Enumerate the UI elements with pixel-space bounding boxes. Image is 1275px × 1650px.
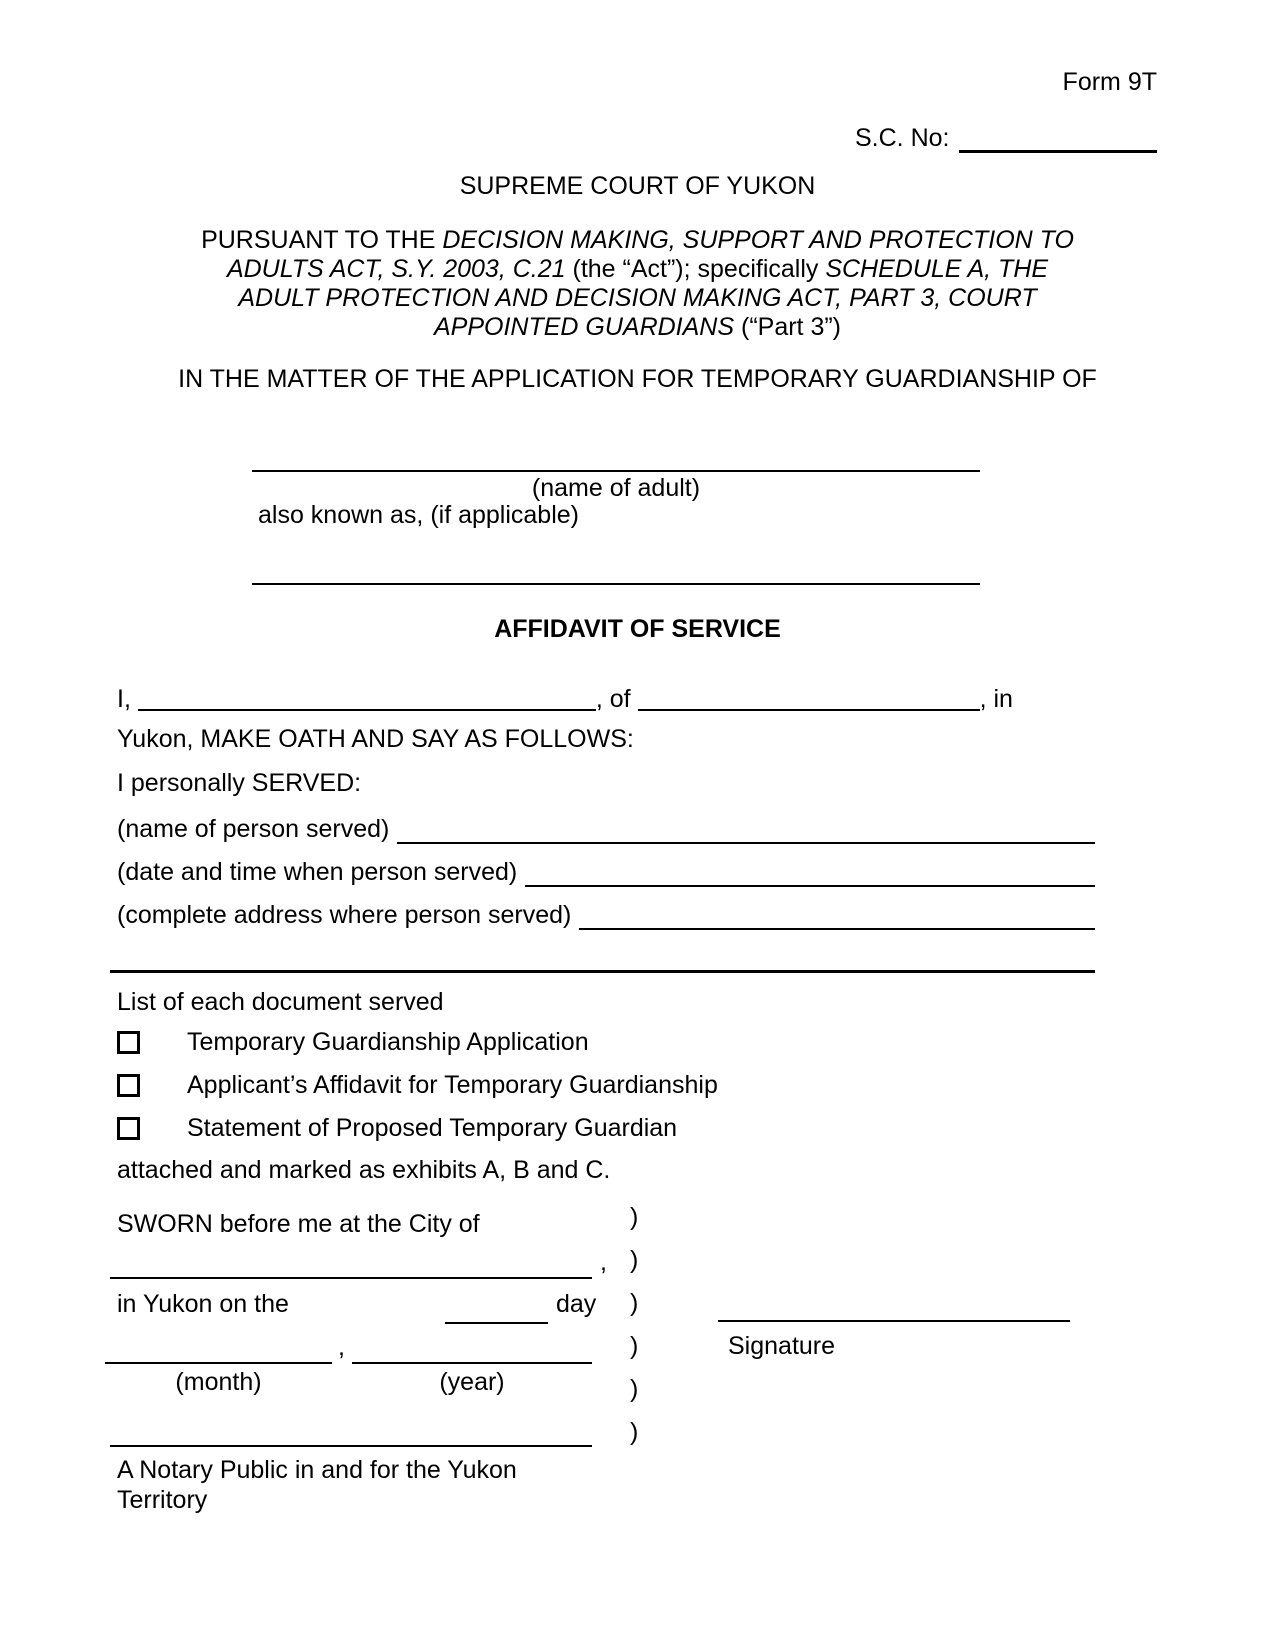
oath-in-suffix: , in <box>979 685 1013 713</box>
deponent-place-blank-field[interactable] <box>638 687 980 711</box>
date-time-served-label: (date and time when person served) <box>117 858 518 886</box>
oath-i-prefix: I, <box>117 685 131 713</box>
exhibits-footer-line: attached and marked as exhibits A, B and C. <box>117 1156 611 1184</box>
oath-opening-row <box>117 685 1013 714</box>
month-blank-line[interactable] <box>105 1362 332 1364</box>
in-the-matter-heading: IN THE MATTER OF THE APPLICATION FOR TEMPORARY GUARDIANSHIP OF <box>178 365 1097 393</box>
document-item-label-1: Temporary Guardianship Application <box>187 1028 589 1056</box>
jurat-paren-4: ) <box>630 1332 639 1360</box>
notary-signature-blank-line[interactable] <box>110 1445 592 1447</box>
date-time-served-field-row <box>117 858 1095 887</box>
affidavit-title: AFFIDAVIT OF SERVICE <box>494 615 781 643</box>
pursuant-line-3 <box>0 284 1275 313</box>
year-caption: (year) <box>439 1368 505 1396</box>
signature-caption: Signature <box>728 1332 836 1360</box>
aka-blank-line[interactable] <box>252 583 980 585</box>
pursuant-l2-italic1: ADULTS ACT, S.Y. 2003, C.21 <box>226 255 566 283</box>
oath-line-2: Yukon, MAKE OATH AND SAY AS FOLLOWS: <box>117 725 634 753</box>
document-item-row-3 <box>117 1114 677 1143</box>
jurat-paren-5: ) <box>630 1375 639 1403</box>
document-item-label-3: Statement of Proposed Temporary Guardian <box>187 1114 678 1142</box>
month-caption: (month) <box>175 1368 262 1396</box>
adult-name-caption: (name of adult) <box>531 474 701 502</box>
address-served-label: (complete address where person served) <box>117 901 572 929</box>
document-item-row-2 <box>117 1071 718 1100</box>
sworn-city-blank-line[interactable] <box>110 1277 592 1279</box>
pursuant-l4-italic: APPOINTED GUARDIANS <box>433 313 735 341</box>
checkbox-statement-proposed-guardian[interactable] <box>117 1117 140 1140</box>
checkbox-applicants-affidavit[interactable] <box>117 1074 140 1097</box>
pursuant-line-2 <box>0 255 1275 284</box>
personally-served-line: I personally SERVED: <box>117 769 362 797</box>
pursuant-l4-regular: (“Part 3”) <box>734 313 841 341</box>
pursuant-l2-italic2: SCHEDULE A, THE <box>825 255 1049 283</box>
documents-list-heading: List of each document served <box>117 988 444 1016</box>
deponent-signature-blank-line[interactable] <box>718 1320 1070 1322</box>
date-time-served-blank-field[interactable] <box>525 858 1095 887</box>
sworn-before-me-line: SWORN before me at the City of <box>117 1210 480 1238</box>
sc-number-label: S.C. No: <box>855 124 950 152</box>
checkbox-temporary-guardianship-application[interactable] <box>117 1031 140 1054</box>
sc-number-blank-field[interactable] <box>959 124 1157 153</box>
pursuant-l1-italic: DECISION MAKING, SUPPORT AND PROTECTION TO <box>442 226 1074 254</box>
day-label: day <box>556 1290 597 1318</box>
jurat-paren-2: ) <box>630 1246 639 1274</box>
address-served-blank-field[interactable] <box>579 901 1095 930</box>
jurat-paren-3: ) <box>630 1289 639 1317</box>
jurat-paren-6: ) <box>630 1418 639 1446</box>
name-served-blank-field[interactable] <box>397 815 1095 844</box>
sc-number-row <box>855 124 1157 153</box>
address-continuation-blank-line[interactable] <box>110 970 1095 973</box>
sworn-city-comma: , <box>600 1248 607 1276</box>
address-served-field-row <box>117 901 1095 930</box>
month-year-comma: , <box>338 1333 345 1361</box>
notary-caption-line-1: A Notary Public in and for the Yukon <box>117 1456 517 1484</box>
pursuant-l3-italic: ADULT PROTECTION AND DECISION MAKING ACT, PART 3, COURT <box>238 284 1037 312</box>
name-served-label: (name of person served) <box>117 815 390 843</box>
notary-caption-line-2: Territory <box>117 1486 208 1514</box>
name-served-field-row <box>117 815 1095 844</box>
court-title: SUPREME COURT OF YUKON <box>459 172 816 200</box>
pursuant-line-4 <box>0 313 1275 342</box>
also-known-as-label: also known as, (if applicable) <box>258 501 579 529</box>
oath-of-connector: , of <box>595 685 631 713</box>
deponent-name-blank-field[interactable] <box>138 687 596 711</box>
in-yukon-on-the-label: in Yukon on the <box>117 1290 289 1318</box>
document-item-row-1 <box>117 1028 589 1057</box>
year-blank-line[interactable] <box>352 1362 592 1364</box>
adult-name-blank-line[interactable] <box>252 470 980 472</box>
pursuant-line-1 <box>0 226 1275 255</box>
form-number: Form 9T <box>1062 68 1157 96</box>
pursuant-l1-regular: PURSUANT TO THE <box>201 226 443 254</box>
jurat-paren-column <box>630 1196 638 1454</box>
document-item-label-2: Applicant’s Affidavit for Temporary Guardianship <box>187 1071 718 1099</box>
jurat-paren-1: ) <box>630 1203 639 1231</box>
pursuant-l2-regular: (the “Act”); specifically <box>565 255 826 283</box>
day-blank-line[interactable] <box>445 1322 548 1324</box>
